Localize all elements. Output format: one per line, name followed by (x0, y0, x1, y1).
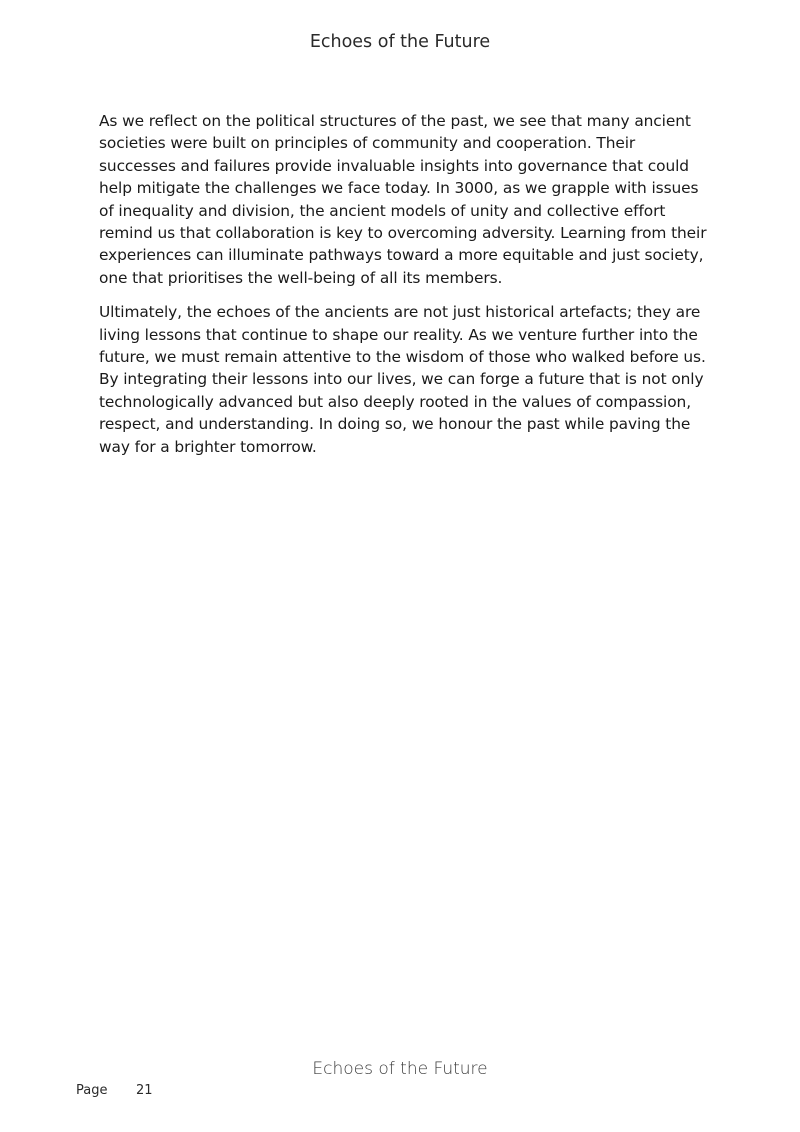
page-number (76, 1083, 153, 1098)
page-number-value: 21 (136, 1083, 153, 1098)
paragraph: As we reflect on the political structures of the past, we see that many ancient societies were built on principles of community and cooperation. Their successes and failures provide invaluable insights into governance that could help mitigate the challenges we face today. In 3000, as we grapple with issues of inequality and division, the ancient models of unity and collective effort remind us that collaboration is key to overcoming adversity. Learning from their experiences can illuminate pathways toward a more equitable and just society, one that prioritises the well-being of all its members. (99, 112, 707, 287)
paragraph: Ultimately, the echoes of the ancients are not just historical artefacts; they are living lessons that continue to shape our reality. As we venture further into the future, we must remain attentive to the wisdom of those who walked before us. By integrating their lessons into our lives, we can forge a future that is not only technologically advanced but also deeply rooted in the values of compassion, respect, and understanding. In doing so, we honour the past while paving the way for a brighter tomorrow. (99, 303, 706, 456)
page-footer-title: Echoes of the Future (312, 1059, 488, 1079)
page-header-title: Echoes of the Future (309, 32, 491, 52)
page-label: Page (76, 1083, 108, 1098)
body-text (99, 110, 711, 470)
